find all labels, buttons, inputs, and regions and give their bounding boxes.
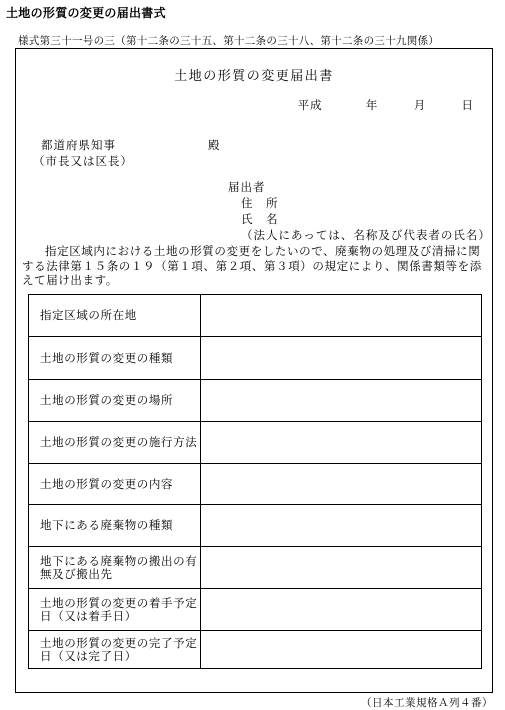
item-label: 土地の形質の変更の場所 [29,380,201,422]
addressee [33,137,133,169]
item-label: 指定区域の所在地 [29,295,201,337]
applicant-address-label: 住 所 [241,196,279,210]
item-label: 土地の形質の変更の内容 [29,464,201,505]
date-year: 年 [365,98,379,112]
items-table [28,294,482,669]
table-row [29,464,482,505]
date-day: 日 [461,98,474,112]
table-row [29,631,482,669]
item-value-field[interactable] [201,631,482,669]
item-label: 土地の形質の変更の完了予定日（又は完了日） [29,631,201,669]
table-row [29,337,482,380]
item-value-field[interactable] [201,505,482,547]
item-value-field[interactable] [201,464,482,505]
item-value-field[interactable] [201,380,482,422]
form-frame [15,48,493,693]
table-row [29,547,482,589]
date-line [298,97,474,113]
applicant-block [228,179,491,243]
table-row [29,505,482,547]
form-number: 様式第三十一号の三（第十二条の三十五、第十二条の三十八、第十二条の三十九関係） [18,35,440,47]
item-label: 土地の形質の変更の施行方法 [29,422,201,464]
table-row [29,380,482,422]
item-label: 土地の形質の変更の種類 [29,337,201,380]
item-label: 地下にある廃棄物の種類 [29,505,201,547]
declaration-text: 指定区域内における土地の形質の変更をしたいので、廃棄物の処理及び清掃に関する法律第１５条の１９（第１項、第２項、第３項）の規定により、関係書類等を添えて届け出ます。 [22,244,482,287]
item-value-field[interactable] [201,422,482,464]
applicant-label: 届出者 [228,180,266,194]
table-row [29,422,482,464]
item-value-field[interactable] [201,295,482,337]
item-value-field[interactable] [201,547,482,589]
date-month: 月 [413,98,427,112]
form-title: 土地の形質の変更届出書 [174,69,334,84]
item-label: 土地の形質の変更の着手予定日（又は着手日） [29,589,201,631]
paper-size-note: （日本工業規格Ａ列４番） [361,697,493,709]
date-era: 平成 [297,98,323,112]
item-value-field[interactable] [201,589,482,631]
table-row [29,295,482,337]
applicant-name-label: 氏 名 [241,212,279,226]
item-value-field[interactable] [201,337,482,380]
addressee-line1: 都道府県知事 [41,138,116,152]
table-row [29,589,482,631]
item-label: 地下にある廃棄物の搬出の有無及び搬出先 [29,547,201,589]
applicant-note: （法人にあっては、名称及び代表者の氏名） [241,228,491,242]
addressee-honorific: 殿 [208,138,220,152]
addressee-line2: （市長又は区長） [33,154,133,168]
page-heading: 土地の形質の変更の届出書式 [6,6,166,20]
